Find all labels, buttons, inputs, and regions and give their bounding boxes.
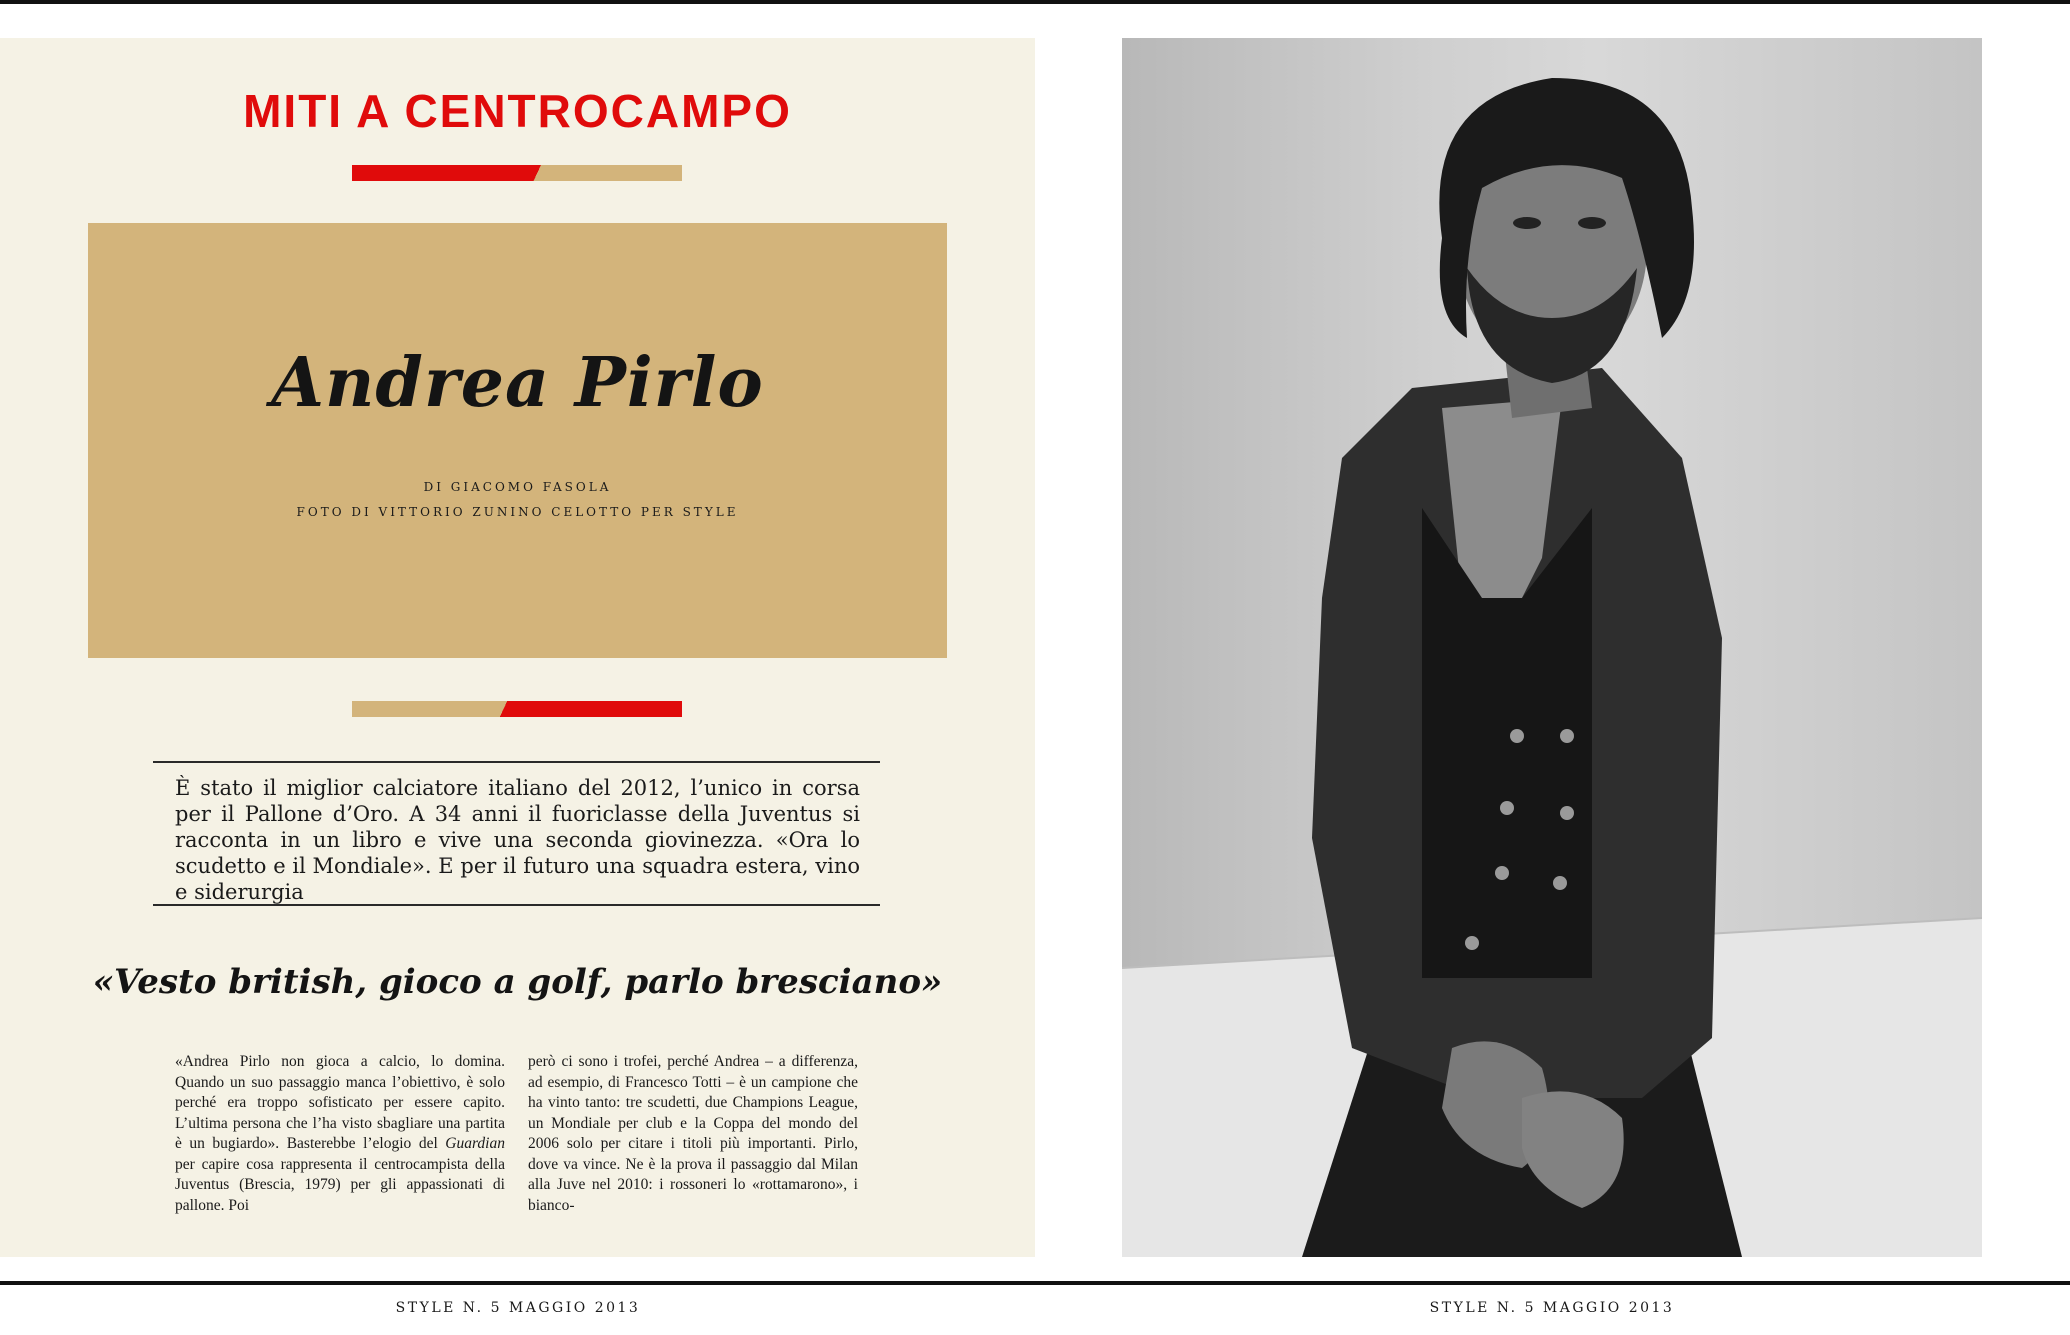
decorative-bar-top xyxy=(352,165,682,181)
left-page xyxy=(0,38,1035,1257)
body-column-1 xyxy=(175,1052,505,1252)
title-box xyxy=(88,223,947,658)
decorative-bar-bottom xyxy=(352,701,682,717)
standfirst: È stato il miglior calciatore italiano del 2012, l’unico in corsa per il Pallone d’Oro. A 34 anni il fuoriclasse della Juventus si racconta in un libro e vive una seconda giovinezza. «Ora lo scudetto e il Mondiale». E per il futuro una squadra estera, vino e siderurgia xyxy=(175,776,860,904)
body-text: per capire cosa rappresenta il centrocampista della Juventus (Brescia, 1979) per gli appassionati di pallone. Poi xyxy=(175,1155,505,1214)
body-column-2: però ci sono i trofei, perché Andrea – a differenza, ad esempio, di Francesco Totti – è un campione che ha vinto tanto: tre scudetti, due Champions League, un Mondiale per club e la Coppa del mondo del 2006 solo per citare i titoli più importanti. Pirlo, dove va vince. Ne è la prova il passaggio dal Milan alla Juve nel 2010: i rossoneri lo «rottamarono», i bianco- xyxy=(528,1053,858,1214)
top-rule xyxy=(0,0,2070,4)
divider-bottom xyxy=(153,904,880,906)
bottom-rule xyxy=(0,1281,2070,1285)
body-text: «Andrea Pirlo non gioca a calcio, lo domina. Quando un suo passaggio manca l’obiettivo, è solo perché era troppo sofisticato per essere capito. L’ultima persona che l’ha visto sbagliare una partita è un bugiardo». Basterebbe l’elogio del xyxy=(175,1053,505,1152)
footer-right: STYLE N. 5 MAGGIO 2013 xyxy=(1429,1300,1675,1316)
article-title: Andrea Pirlo xyxy=(271,343,764,423)
byline: DI GIACOMO FASOLA xyxy=(423,480,612,494)
divider-top xyxy=(153,761,880,763)
photo-credit: FOTO DI VITTORIO ZUNINO CELOTTO PER STYLE xyxy=(296,505,739,519)
portrait-photo xyxy=(1122,38,1982,1257)
footer-left: STYLE N. 5 MAGGIO 2013 xyxy=(395,1300,641,1316)
pull-quote: «Vesto british, gioco a golf, parlo bresciano» xyxy=(92,962,943,1002)
body-text-italic: Guardian xyxy=(445,1135,505,1152)
section-title: MITI A CENTROCAMPO xyxy=(243,85,792,137)
